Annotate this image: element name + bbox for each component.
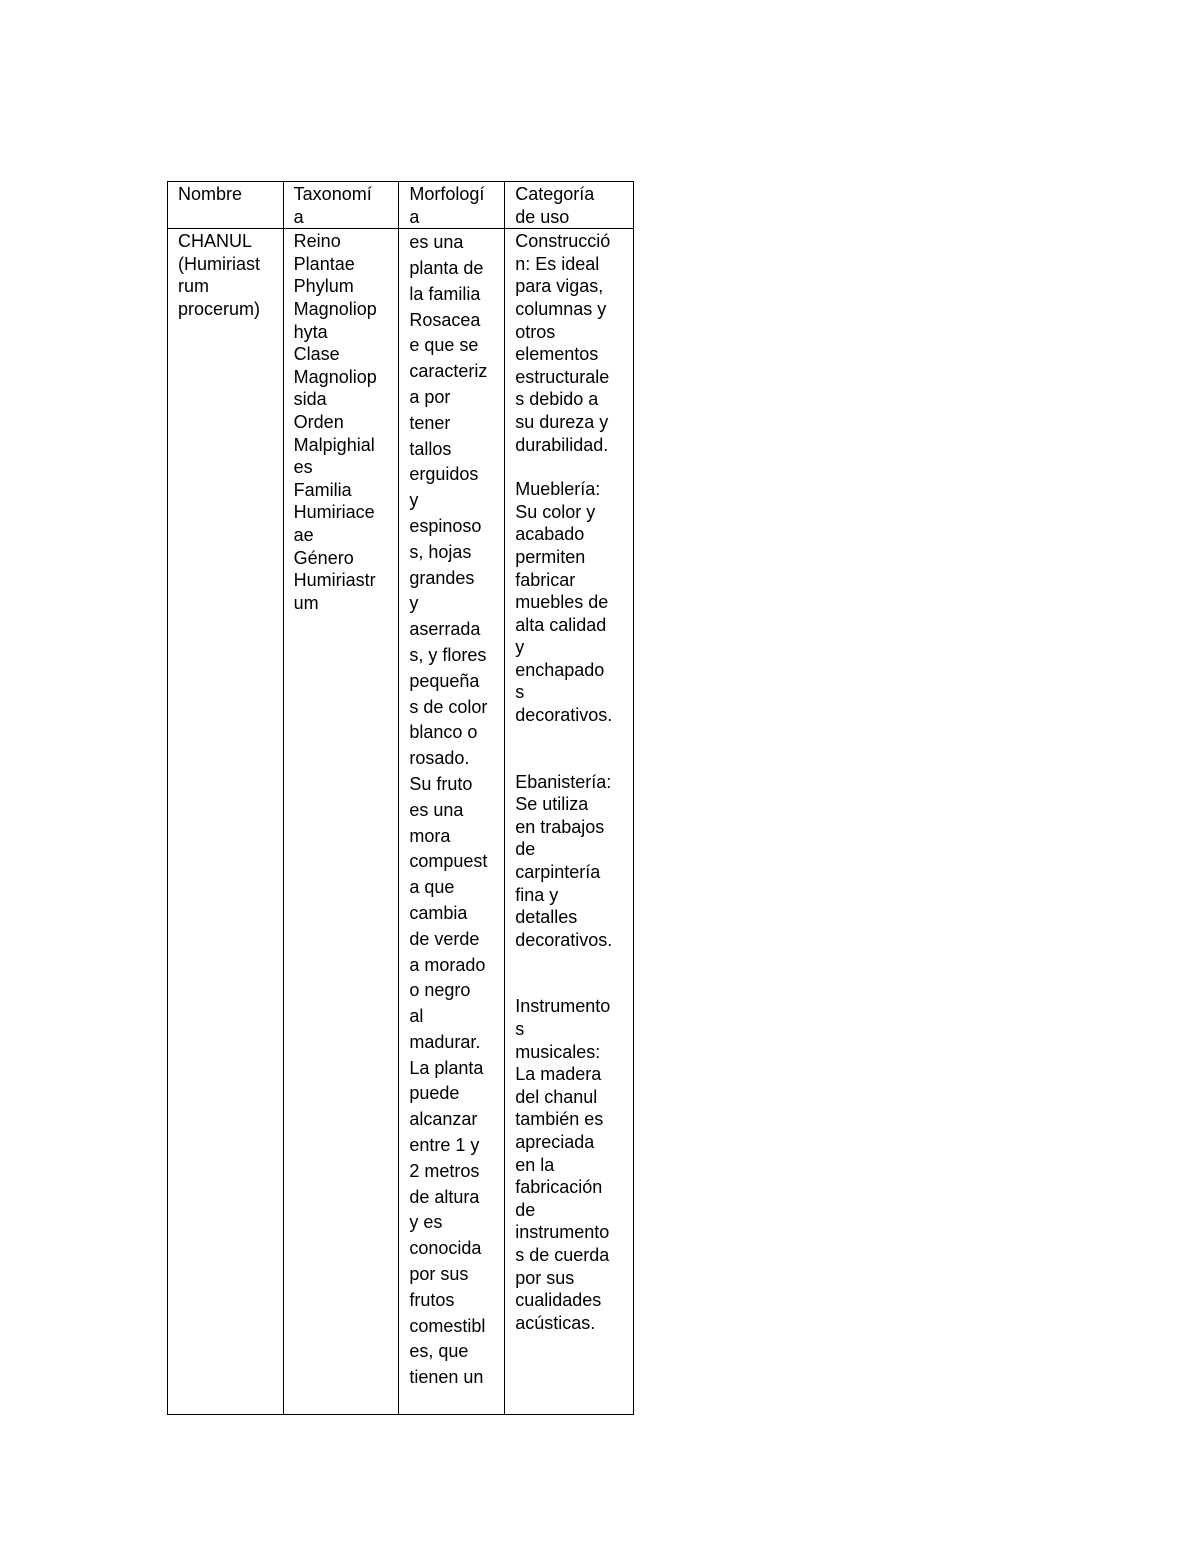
cell-line: Humiriace xyxy=(293,502,375,523)
cell-line: Se utiliza xyxy=(515,794,589,815)
cell-line: conocida xyxy=(409,1238,482,1259)
cell-line: y es xyxy=(409,1212,443,1233)
cell-line: del chanul xyxy=(515,1086,598,1107)
cell-line: permiten xyxy=(515,546,586,567)
cell-line: por sus xyxy=(409,1264,469,1285)
cell-line: s debido a xyxy=(515,389,599,410)
cell-line: musicales: xyxy=(515,1041,601,1062)
cell-line: a que xyxy=(409,877,455,898)
header-morfologia xyxy=(399,182,505,229)
cell-line: Malpighial xyxy=(293,434,375,455)
cell-line: es una xyxy=(409,799,464,820)
cell-line: la familia xyxy=(409,283,481,304)
cell-line: en trabajos xyxy=(515,816,605,837)
cell-line: acústicas. xyxy=(515,1312,596,1333)
cell-categoria xyxy=(505,229,634,1415)
cell-line: Su fruto xyxy=(409,773,473,794)
cell-line: La planta xyxy=(409,1057,484,1078)
cell-line: acabado xyxy=(515,524,585,545)
cell-line: muebles de xyxy=(515,592,609,613)
cell-line: Nombre xyxy=(178,184,243,204)
cell-line: columnas y xyxy=(515,298,607,319)
cell-line: fabricación xyxy=(515,1177,603,1198)
cell-line: o negro xyxy=(409,980,471,1001)
cell-line: Su color y xyxy=(515,501,596,522)
cell-line: Categoría xyxy=(515,184,595,204)
cell-line: ae xyxy=(293,524,314,545)
header-nombre xyxy=(168,182,284,229)
uso-instrumentos xyxy=(515,995,633,1334)
cell-line: al xyxy=(409,1006,424,1027)
cell-line: Plantae xyxy=(293,253,355,274)
cell-line: tienen un xyxy=(409,1367,484,1388)
cell-line: Morfologí xyxy=(409,184,485,204)
cell-line: a xyxy=(293,206,304,227)
cell-line: cambia xyxy=(409,902,468,923)
cell-line: decorativos. xyxy=(515,929,613,950)
header-categoria xyxy=(505,182,634,229)
cell-line: Reino xyxy=(293,231,341,252)
cell-line: cualidades xyxy=(515,1290,602,1311)
cell-line: Mueblería: xyxy=(515,479,601,500)
cell-line: a morado xyxy=(409,954,486,975)
cell-line: también es xyxy=(515,1109,604,1130)
cell-line: de verde xyxy=(409,928,480,949)
cell-line: de xyxy=(515,1199,536,1220)
cell-line: enchapado xyxy=(515,659,605,680)
cell-line: estructurale xyxy=(515,366,610,387)
cell-line: su dureza y xyxy=(515,411,609,432)
cell-line: rum xyxy=(178,276,209,297)
cell-line: Humiriastr xyxy=(293,570,376,591)
cell-line: y xyxy=(409,593,419,614)
cell-line: Construcció xyxy=(515,231,611,252)
cell-line: Magnoliop xyxy=(293,366,377,387)
cell-line: decorativos. xyxy=(515,705,613,726)
cell-line: s de color xyxy=(409,696,488,717)
cell-line: Orden xyxy=(293,411,344,432)
cell-line: compuest xyxy=(409,851,488,872)
cell-line: es, que xyxy=(409,1341,469,1362)
uso-muebleria xyxy=(515,478,633,727)
cell-line: comestibl xyxy=(409,1315,486,1336)
cell-line: hyta xyxy=(293,321,328,342)
cell-line: 2 metros xyxy=(409,1160,480,1181)
cell-line: tener xyxy=(409,412,451,433)
cell-line: alcanzar xyxy=(409,1109,478,1130)
cell-line: grandes xyxy=(409,567,475,588)
cell-line: s, y flores xyxy=(409,644,487,665)
uso-ebanisteria xyxy=(515,771,633,952)
cell-line: en la xyxy=(515,1154,555,1175)
cell-nombre xyxy=(168,229,284,1415)
table-header-row xyxy=(168,182,634,229)
cell-line: pequeña xyxy=(409,670,480,691)
cell-line: blanco o xyxy=(409,722,478,743)
cell-line: Rosacea xyxy=(409,309,481,330)
cell-line: Género xyxy=(293,547,354,568)
cell-line: por sus xyxy=(515,1267,575,1288)
cell-line: planta de xyxy=(409,257,484,278)
cell-line: tallos xyxy=(409,438,452,459)
cell-line: Ebanistería: xyxy=(515,771,612,792)
cell-line: durabilidad. xyxy=(515,434,609,455)
table-row xyxy=(168,229,634,1415)
cell-line: otros xyxy=(515,321,556,342)
uso-construccion xyxy=(515,230,633,456)
cell-line: entre 1 y xyxy=(409,1135,480,1156)
cell-line: de altura xyxy=(409,1186,480,1207)
cell-line: e que se xyxy=(409,335,479,356)
cell-line: y xyxy=(515,637,525,658)
cell-line: s xyxy=(515,1019,525,1039)
cell-line: madurar. xyxy=(409,1031,481,1052)
cell-line: de xyxy=(515,839,536,860)
cell-line: caracteriz xyxy=(409,361,488,382)
cell-line: La madera xyxy=(515,1064,602,1085)
cell-line: apreciada xyxy=(515,1131,595,1152)
cell-line: detalles xyxy=(515,907,578,928)
header-taxonomia xyxy=(283,182,399,229)
cell-line: fina y xyxy=(515,884,559,905)
cell-line: frutos xyxy=(409,1289,455,1310)
cell-line: rosado. xyxy=(409,748,470,769)
cell-line: sida xyxy=(293,389,327,410)
cell-line: y xyxy=(409,490,419,511)
cell-line: fabricar xyxy=(515,569,576,590)
cell-line: Instrumento xyxy=(515,996,611,1017)
cell-line: Taxonomí xyxy=(293,184,372,204)
cell-line: CHANUL xyxy=(178,231,253,252)
cell-line: espinoso xyxy=(409,515,482,536)
cell-line: um xyxy=(293,592,319,613)
cell-line: instrumento xyxy=(515,1222,610,1243)
cell-line: elementos xyxy=(515,344,599,365)
cell-line: s, hojas xyxy=(409,541,472,562)
cell-morfologia xyxy=(399,229,505,1415)
cell-line: Phylum xyxy=(293,276,354,297)
cell-line: n: Es ideal xyxy=(515,253,600,274)
cell-line: s de cuerda xyxy=(515,1244,610,1265)
cell-taxonomia xyxy=(283,229,399,1415)
cell-line: puede xyxy=(409,1083,460,1104)
cell-line: aserrada xyxy=(409,619,481,640)
cell-line: mora xyxy=(409,825,451,846)
cell-line: s xyxy=(515,682,525,703)
cell-line: de uso xyxy=(515,206,570,227)
species-table xyxy=(167,181,634,1415)
cell-line: a xyxy=(409,206,420,227)
cell-line: Magnoliop xyxy=(293,298,377,319)
cell-line: es una xyxy=(409,232,464,253)
cell-line: procerum) xyxy=(178,298,261,319)
cell-line: erguidos xyxy=(409,464,479,485)
cell-line: Familia xyxy=(293,479,352,500)
cell-line: alta calidad xyxy=(515,614,607,635)
cell-line: es xyxy=(293,457,313,478)
cell-line: Clase xyxy=(293,344,340,365)
cell-line: carpintería xyxy=(515,862,601,883)
cell-line: a por xyxy=(409,386,451,407)
cell-line: para vigas, xyxy=(515,276,604,297)
cell-line: (Humiriast xyxy=(178,253,261,274)
